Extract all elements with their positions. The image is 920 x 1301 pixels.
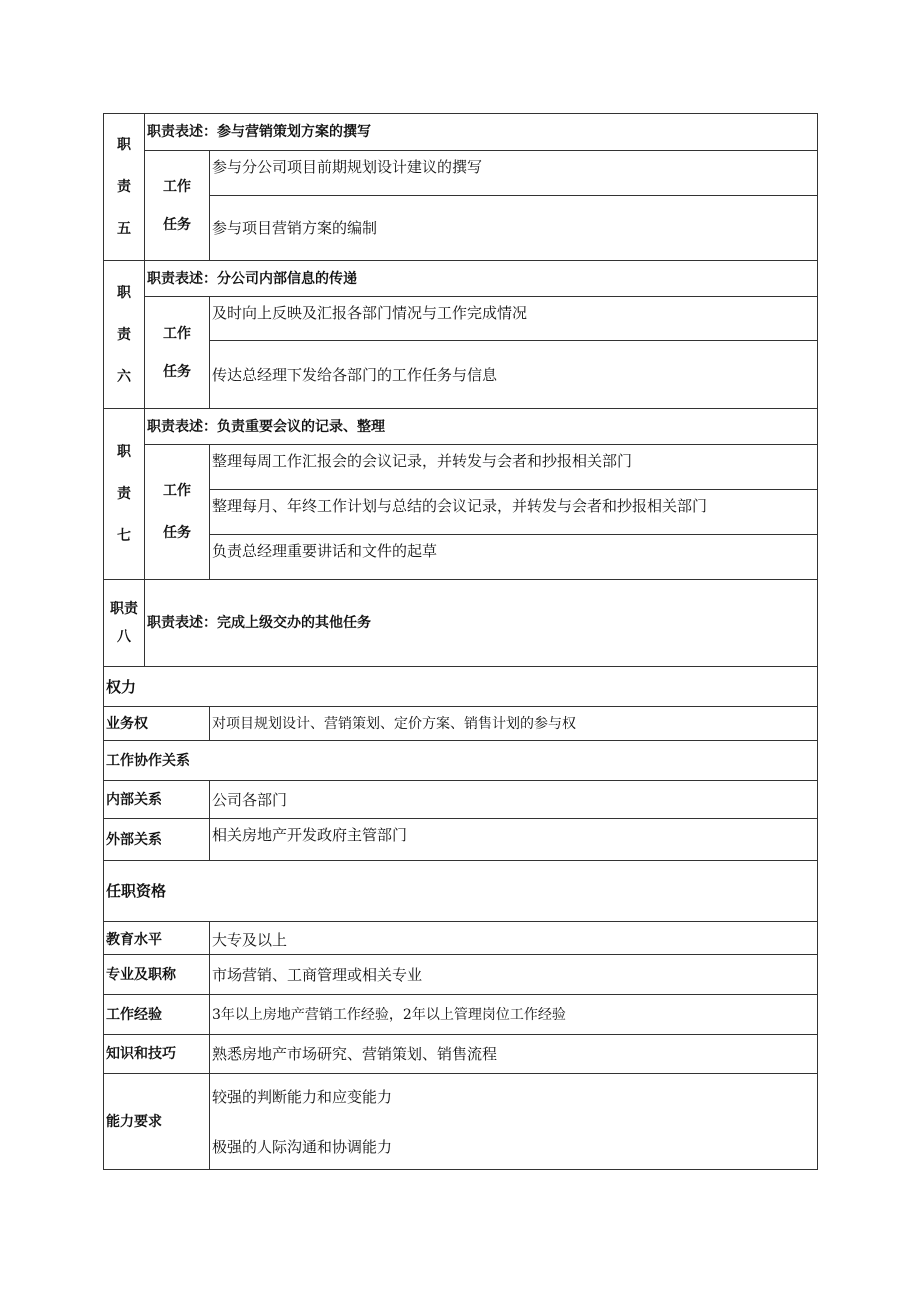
ability-value-2: 极强的人际沟通和协调能力 (212, 1137, 393, 1156)
duty-7-task-row (104, 445, 818, 490)
major-value: 市场营销、工商管理或相关专业 (210, 955, 818, 995)
internal-relation-label: 内部关系 (104, 781, 210, 819)
duty-6-task-1: 及时向上反映及汇报各部门情况与工作完成情况 (210, 297, 818, 341)
duty-7-task-2: 整理每月、年终工作计划与总结的会议记录，并转发与会者和抄报相关部门 (210, 490, 818, 535)
job-description-table (103, 113, 818, 1170)
duty-7-task-row (104, 535, 818, 580)
experience-label: 工作经验 (104, 995, 210, 1035)
ability-value-1: 较强的判断能力和应变能力 (212, 1087, 393, 1106)
duty-7-task-1: 整理每周工作汇报会的会议记录，并转发与会者和抄报相关部门 (210, 445, 818, 490)
ability-label: 能力要求 (104, 1074, 210, 1170)
qualifications-section-title: 任职资格 (104, 861, 818, 922)
internal-relation-value: 公司各部门 (210, 781, 818, 819)
qualification-row (104, 1074, 818, 1170)
relations-section-title: 工作协作关系 (104, 741, 818, 781)
duty-5-label: 职 责 五 (104, 114, 145, 261)
qualifications-section-row (104, 861, 818, 922)
power-value: 对项目规划设计、营销策划、定价方案、销售计划的参与权 (210, 707, 818, 741)
duty-8-row (104, 580, 818, 667)
qualification-row (104, 1035, 818, 1074)
ability-values (210, 1074, 818, 1170)
duty-5-task-row (104, 151, 818, 196)
power-section-row (104, 667, 818, 707)
education-value: 大专及以上 (210, 922, 818, 955)
duty-6-description: 职责表述：分公司内部信息的传递 (145, 261, 818, 297)
major-label: 专业及职称 (104, 955, 210, 995)
external-relation-value: 相关房地产开发政府主管部门 (210, 819, 818, 861)
external-relation-label: 外部关系 (104, 819, 210, 861)
duty-7-description: 职责表述：负责重要会议的记录、整理 (145, 409, 818, 445)
duty-5-desc-row (104, 114, 818, 151)
duty-8-description: 职责表述：完成上级交办的其他任务 (145, 580, 818, 667)
relations-section-row (104, 741, 818, 781)
duty-6-task-2: 传达总经理下发给各部门的工作任务与信息 (210, 341, 818, 409)
relation-row (104, 819, 818, 861)
relation-row (104, 781, 818, 819)
duty-7-task-row (104, 490, 818, 535)
duty-5-description: 职责表述：参与营销策划方案的撰写 (145, 114, 818, 151)
duty-7-task-3: 负责总经理重要讲话和文件的起草 (210, 535, 818, 580)
skills-label: 知识和技巧 (104, 1035, 210, 1074)
skills-value: 熟悉房地产市场研究、营销策划、销售流程 (210, 1035, 818, 1074)
duty-6-desc-row (104, 261, 818, 297)
qualification-row (104, 922, 818, 955)
qualification-row (104, 995, 818, 1035)
duty-7-task-label: 工作 任务 (145, 445, 210, 580)
power-row (104, 707, 818, 741)
experience-value: 3年以上房地产营销工作经验，2年以上管理岗位工作经验 (210, 995, 818, 1035)
duty-6-task-row (104, 341, 818, 409)
education-label: 教育水平 (104, 922, 210, 955)
qualification-row (104, 955, 818, 995)
duty-7-desc-row (104, 409, 818, 445)
duty-6-task-label: 工作 任务 (145, 297, 210, 409)
duty-5-task-1: 参与分公司项目前期规划设计建议的撰写 (210, 151, 818, 196)
power-label: 业务权 (104, 707, 210, 741)
duty-5-task-row (104, 196, 818, 261)
duty-8-label: 职责 八 (104, 580, 145, 667)
duty-6-label: 职 责 六 (104, 261, 145, 409)
duty-7-label: 职 责 七 (104, 409, 145, 580)
duty-5-task-2: 参与项目营销方案的编制 (210, 196, 818, 261)
duty-5-task-label: 工作 任务 (145, 151, 210, 261)
duty-6-task-row (104, 297, 818, 341)
power-section-title: 权力 (104, 667, 818, 707)
job-description-document (103, 113, 817, 1170)
